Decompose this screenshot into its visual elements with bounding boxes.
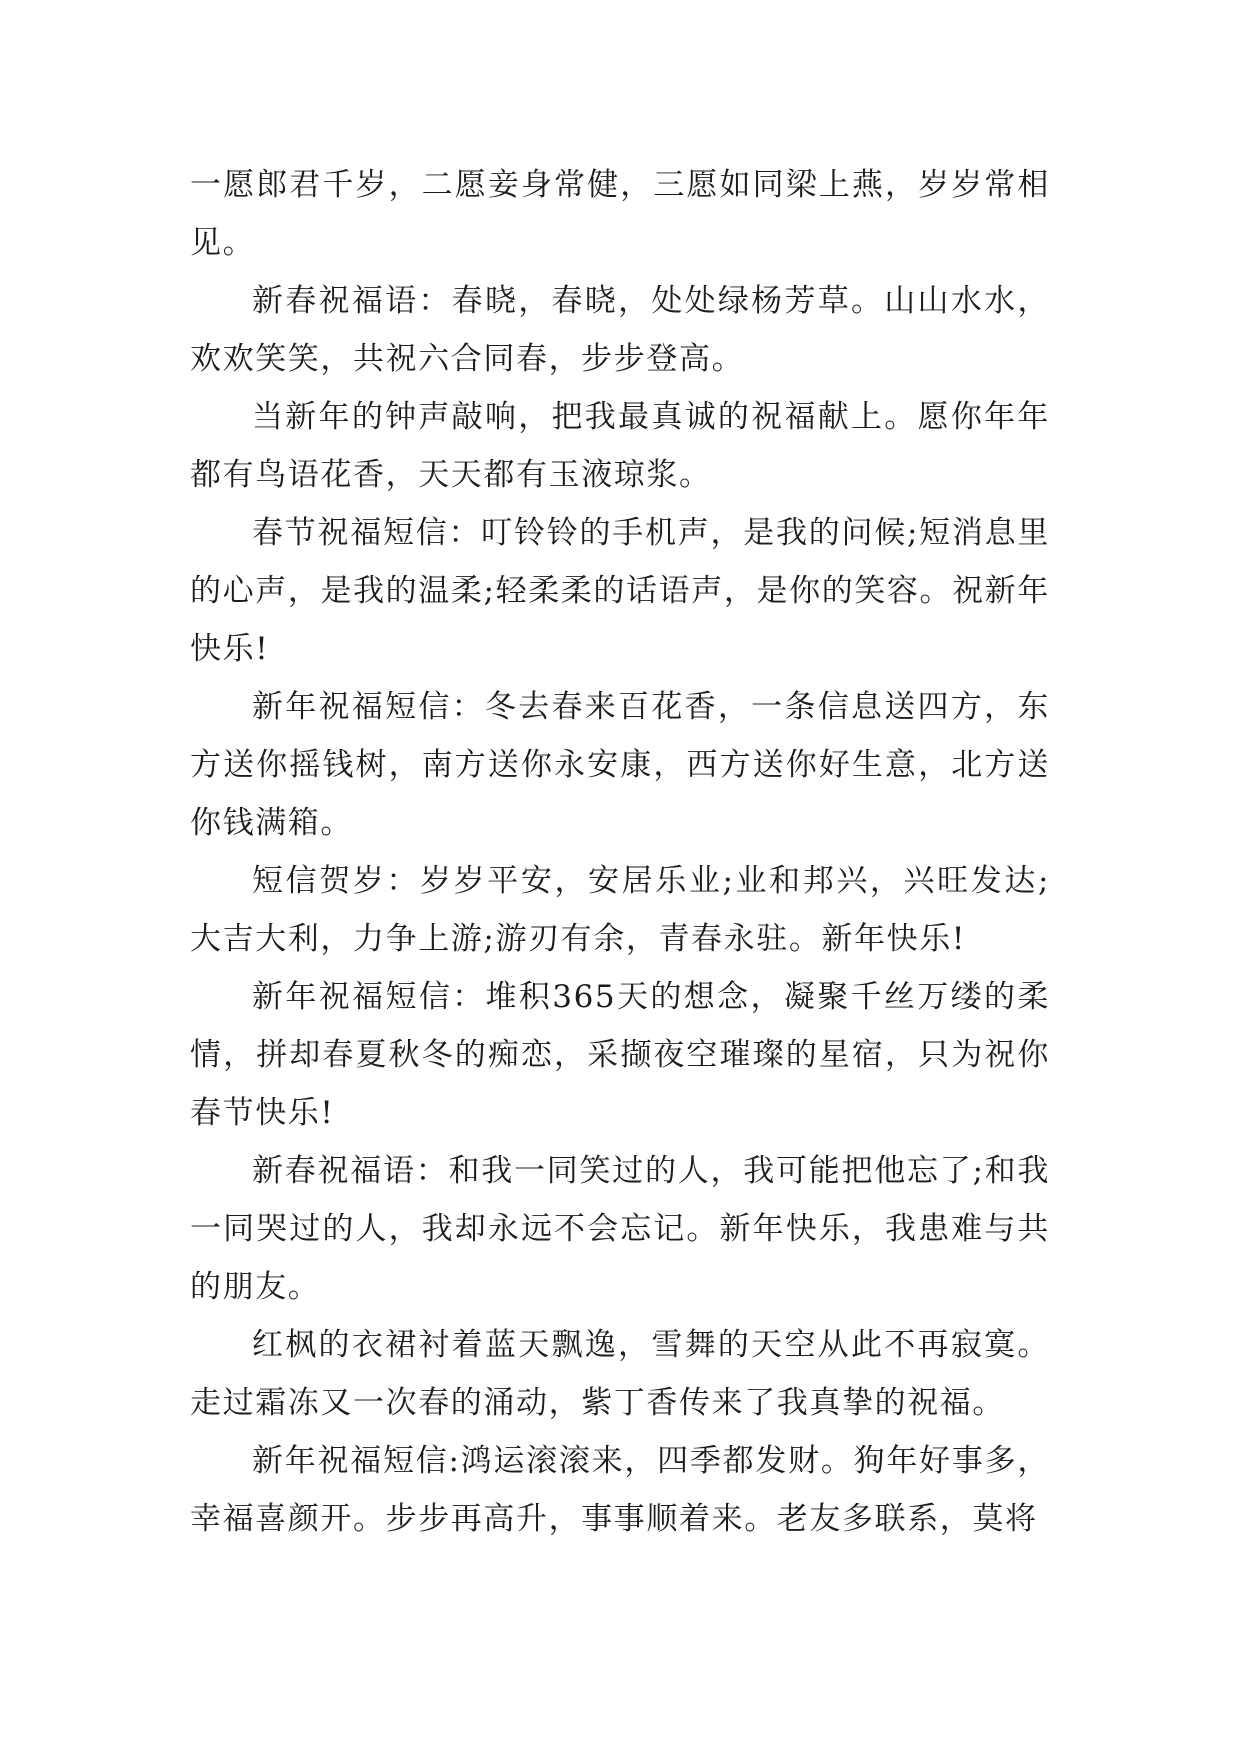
paragraph: 新年祝福短信：堆积365天的想念，凝聚千丝万缕的柔情，拼却春夏秋冬的痴恋，采撷夜空璀璨的星宿，只为祝你春节快乐! (190, 979, 1050, 1131)
paragraph: 短信贺岁：岁岁平安，安居乐业;业和邦兴，兴旺发达;大吉大利，力争上游;游刃有余，青春永驻。新年快乐! (190, 863, 1050, 957)
paragraph: 新春祝福语：春晓，春晓，处处绿杨芳草。山山水水，欢欢笑笑，共祝六合同春，步步登高。 (190, 283, 1050, 377)
paragraph: 当新年的钟声敲响，把我最真诚的祝福献上。愿你年年都有鸟语花香，天天都有玉液琼浆。 (190, 399, 1050, 493)
paragraph: 春节祝福短信：叮铃铃的手机声，是我的问候;短消息里的心声，是我的温柔;轻柔柔的话语声，是你的笑容。祝新年快乐! (190, 515, 1050, 667)
paragraph: 新年祝福短信:鸿运滚滚来，四季都发财。狗年好事多，幸福喜颜开。步步再高升，事事顺着来。老友多联系，莫将 (190, 1443, 1050, 1537)
paragraph: 新春祝福语：和我一同笑过的人，我可能把他忘了;和我一同哭过的人，我却永远不会忘记。新年快乐，我患难与共的朋友。 (190, 1153, 1050, 1305)
paragraph: 红枫的衣裙衬着蓝天飘逸，雪舞的天空从此不再寂寞。走过霜冻又一次春的涌动，紫丁香传来了我真挚的祝福。 (190, 1327, 1050, 1421)
paragraph: 一愿郎君千岁，二愿妾身常健，三愿如同梁上燕，岁岁常相见。 (190, 167, 1050, 261)
paragraph: 新年祝福短信：冬去春来百花香，一条信息送四方，东方送你摇钱树，南方送你永安康，西方送你好生意，北方送你钱满箱。 (190, 689, 1050, 841)
document-body (190, 156, 1050, 1548)
